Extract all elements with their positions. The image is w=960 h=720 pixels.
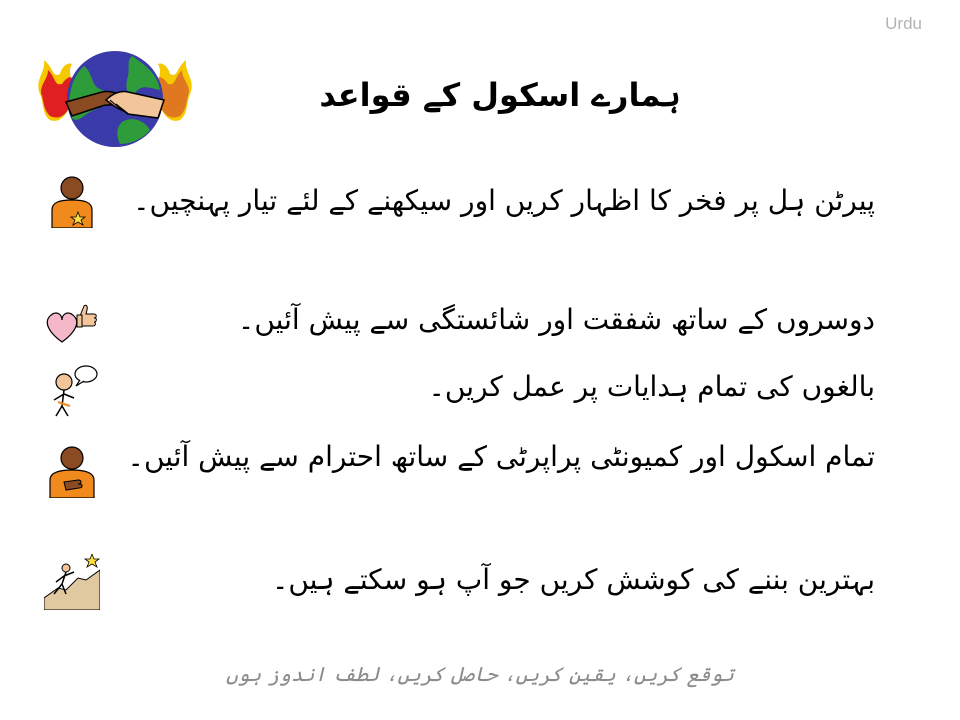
rule-item-1: پیرٹن ہل پر فخر کا اظہار کریں اور سیکھنے کے لئے تیار پہنچیں۔ — [133, 184, 875, 217]
heart-thumbs-up-icon — [44, 296, 100, 352]
respect-hand-on-heart-icon — [44, 442, 100, 498]
tagline: توقع کریں، یقین کریں، حاصل کریں، لطف اندوز ہوں — [226, 662, 734, 686]
climbing-to-star-icon — [44, 554, 100, 610]
rule-item-5: بہترین بننے کی کوشش کریں جو آپ ہو سکتے ہیں۔ — [271, 563, 875, 596]
rule-item-2: دوسروں کے ساتھ شفقت اور شائستگی سے پیش آئیں۔ — [237, 303, 875, 336]
rule-item-4: تمام اسکول اور کمیونٹی پراپرٹی کے ساتھ احترام سے پیش آئیں۔ — [127, 440, 875, 473]
listening-person-speech-icon — [44, 362, 100, 418]
handshake-globe-logo-icon — [32, 44, 198, 154]
rule-item-3: بالغوں کی تمام ہدایات پر عمل کریں۔ — [428, 370, 875, 403]
page-title: ہمارے اسکول کے قواعد — [319, 76, 681, 114]
proud-person-star-icon — [44, 172, 100, 228]
language-tag: Urdu — [885, 14, 922, 33]
